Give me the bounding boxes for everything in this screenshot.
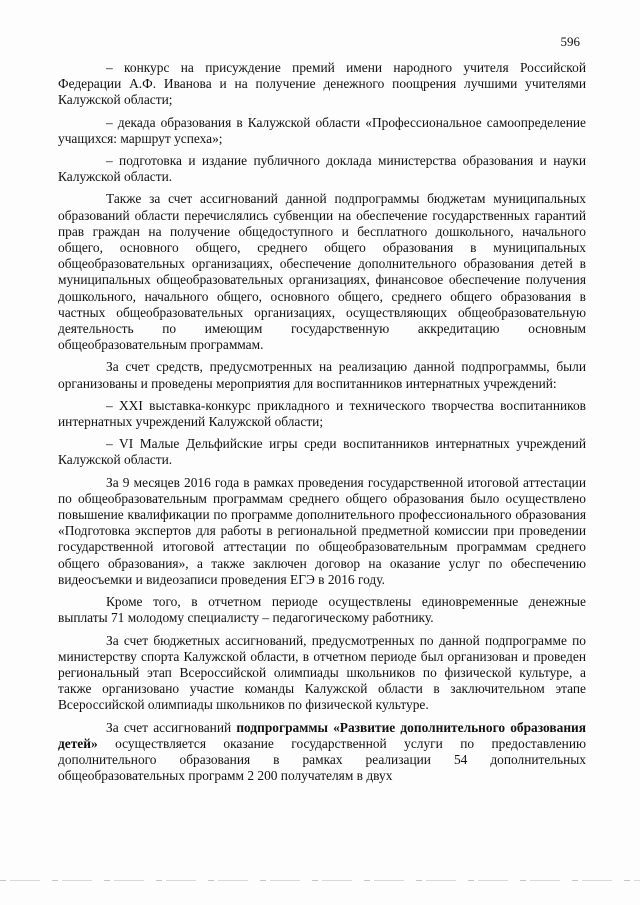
paragraph-11-pre: За счет ассигнований	[106, 719, 237, 735]
paragraph-10: За счет бюджетных ассигнований, предусмотренных по данной подпрограмме по министерству спорта Калужской области, в отчетном периоде был организован и проведен региональный этап Всероссийской олимпиады школьников по физической культуре, а также организовано участие команды Калужской области в заключительном этапе Всероссийской олимпиады школьников по физической культуре.	[58, 632, 586, 713]
paragraph-11	[58, 720, 586, 785]
paragraph-7: – VI Малые Дельфийские игры среди воспитанников интернатных учреждений Калужской области.	[58, 436, 586, 468]
subprogram-title: подпрограммы «Развитие дополнительного образования детей»	[58, 719, 587, 751]
paragraph-5: За счет средств, предусмотренных на реализацию данной подпрограммы, были организованы и проведены мероприятия для воспитанников интернатных учреждений:	[58, 359, 586, 391]
paragraph-3: – подготовка и издание публичного доклада министерства образования и науки Калужской области.	[58, 153, 586, 185]
paragraph-6: – XXI выставка-конкурс прикладного и технического творчества воспитанников интернатных учреждений Калужской области;	[58, 397, 586, 430]
paragraph-8: За 9 месяцев 2016 года в рамках проведения государственной итоговой аттестации по общеобразовательным программам среднего общего образования было осуществлено повышение квалификации по программе дополнительного профессионального образования «Подготовка экспертов для работы в региональной предметной комиссии при проведении государственной итоговой аттестации по общеобразовательным программам среднего общего образования», а также заключен договор на оказание услуг по обеспечению видеосъемки и видеозаписи проведения ЕГЭ в 2016 году.	[58, 474, 586, 587]
paragraph-2: – декада образования в Калужской области «Профессиональное самоопределение учащихся: маршрут успеха»;	[58, 114, 586, 146]
paragraph-1: – конкурс на присуждение премий имени народного учителя Российской Федерации А.Ф. Иванова и на получение денежного поощрения лучшими учителями Калужской области;	[58, 60, 586, 108]
page-number: 596	[560, 34, 580, 49]
paragraph-11-post: осуществляется оказание государственной услуги по предоставлению дополнительного образования в рамках реализации 54 дополнительных общеобразовательных программ 2 200 получателям в двух	[58, 735, 586, 784]
paragraph-9: Кроме того, в отчетном периоде осуществлены единовременные денежные выплаты 71 молодому специалисту – педагогическому работнику.	[58, 594, 586, 626]
scan-artifact-line	[0, 880, 640, 881]
document-body	[58, 60, 586, 790]
paragraph-4: Также за счет ассигнований данной подпрограммы бюджетам муниципальных образований области перечислялись субвенции на обеспечение государственных гарантий прав граждан на получение общедоступного и бесплатного дошкольного, начального общего, основного общего, среднего общего образования в муниципальных общеобразовательных организациях, обеспечение дополнительного образования детей в муниципальных общеобразовательных организациях, финансовое обеспечение получения дошкольного, начального общего, основного общего, среднего общего образования в частных общеобразовательных организациях, осуществляющих общеобразовательную деятельность по имеющим государственную аккредитацию основным общеобразовательным программам.	[58, 191, 586, 353]
